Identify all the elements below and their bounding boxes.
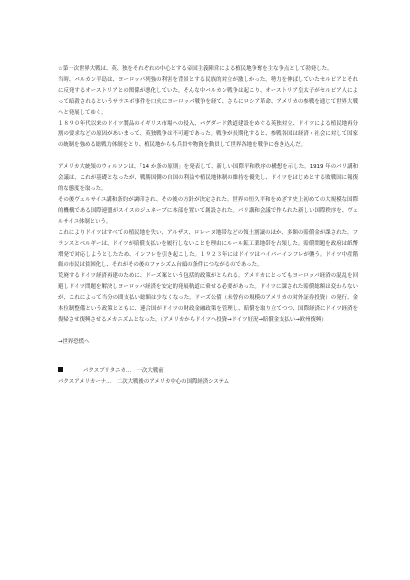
paragraph-gap <box>58 151 358 162</box>
section-heading: パクスブリタニカ… 一次大戦前 <box>83 367 164 374</box>
paragraph-versailles-dawes: アメリカ大統領のウィルソンは、「14 か条の原則」を発表して、新しい国際平和秩序の構想を示した。1919 年のパリ講和会議は、これが基礎となったが、戦勝国側の自国の利益や植民地体制の維持を優先し、ドイツをはじめとする敗戦国に報復的な態度を取った。 その後ヴェルサイユ講和条約が調印され、その後の方針が決定された。世界の恒久平和をめざす史上初めての大規模な国際的機構である国際連盟がスイスのジュネーブに本部を置いて創設された。パリ講和会議で作られた新しい国際秩序を、ヴェルサイユ体制という。 これによりドイツはすべての植民地を失い、アルザス、ロレーヌ地帯などの領土割譲のほか、多額の賠償金が課された。フランスとベルギーは、ドイツが賠償支払いを履行しないことを理由にルール鉱工業地帯を占領した。賠償問題を政府は紙幣増発で対応しようとしたため、インフレを引き起こした。１９２３年にはドイツはハイパーインフレが襲う。ドイツ中産階級の市民は貧困化し、それがその後のファシズム台頭の条件につながるのであった。 荒廃するドイツ経済再建のために、ドーズ案という包括的政策がとられる。アメリカにとってもヨーロッパ経済の混乱を回避しドイツ問題を解決しヨーロッパ経済を安定的発展軌道に乗せる必要があった。ドイツに課された賠償総額は変わらないが、これによって当分の間支払い総額は少なくなった。ドーズ公債（未曾有の規模のアメリカの対外証券投資）の発行、金本位制整備という政策とともに、連合国がドイツの財政金融政策を管理し、賠償を取り立てつつ、国際経済にドイツ経済を復帰させ復興させるメカニズムとなった。（アメリカからドイツへ投資→ドイツ好況→賠償金支払い→欧州復興） <box>58 164 358 323</box>
pax-section <box>58 366 358 388</box>
square-bullet-icon <box>58 367 63 372</box>
section-heading-line <box>58 366 358 377</box>
paragraph-gap <box>58 326 358 337</box>
document-body <box>58 64 358 388</box>
section-subline: パクスアメリカーナ… 二次大戦後のアメリカ中心の国際経済システム <box>58 378 230 385</box>
great-depression-link: →世界恐慌へ <box>58 338 90 345</box>
paragraph-ww1-causes: ☆第一次世界大戦は、英、独をそれぞれの中心とする帝国主義陣営による植民地争奪を主な争点として勃発した。 当時、バルカン半島は、ヨーロッパ列強の利害を背景とする民族的対立が激しかった。勢力を伸ばしていたセルビアとそれに反発するオーストリアとの関係が悪化していた。そんな中バルカン戦争は起こり、オーストリア皇太子がセルビア人によって暗殺されるというサラエボ事件を口火にヨーロッパ戦争を経て、さらにロシア革命、アメリカの参戦を通じて世界大戦へと発展してゆく。 １８９０年代以来のドイツ製品のイギリス市場への侵入、バグダード鉄道建設をめぐる英独対立、ドイツによる植民地再分割の要求などの原因があいまって、英独戦争は不可避であった。戦争が長期化すると、参戦各国は経済・社会に対して国家の統制を強める総戦力体制をとり、植民地からも兵員や物資を動員して世界各地を戦争に巻き込んだ。 <box>58 66 358 149</box>
